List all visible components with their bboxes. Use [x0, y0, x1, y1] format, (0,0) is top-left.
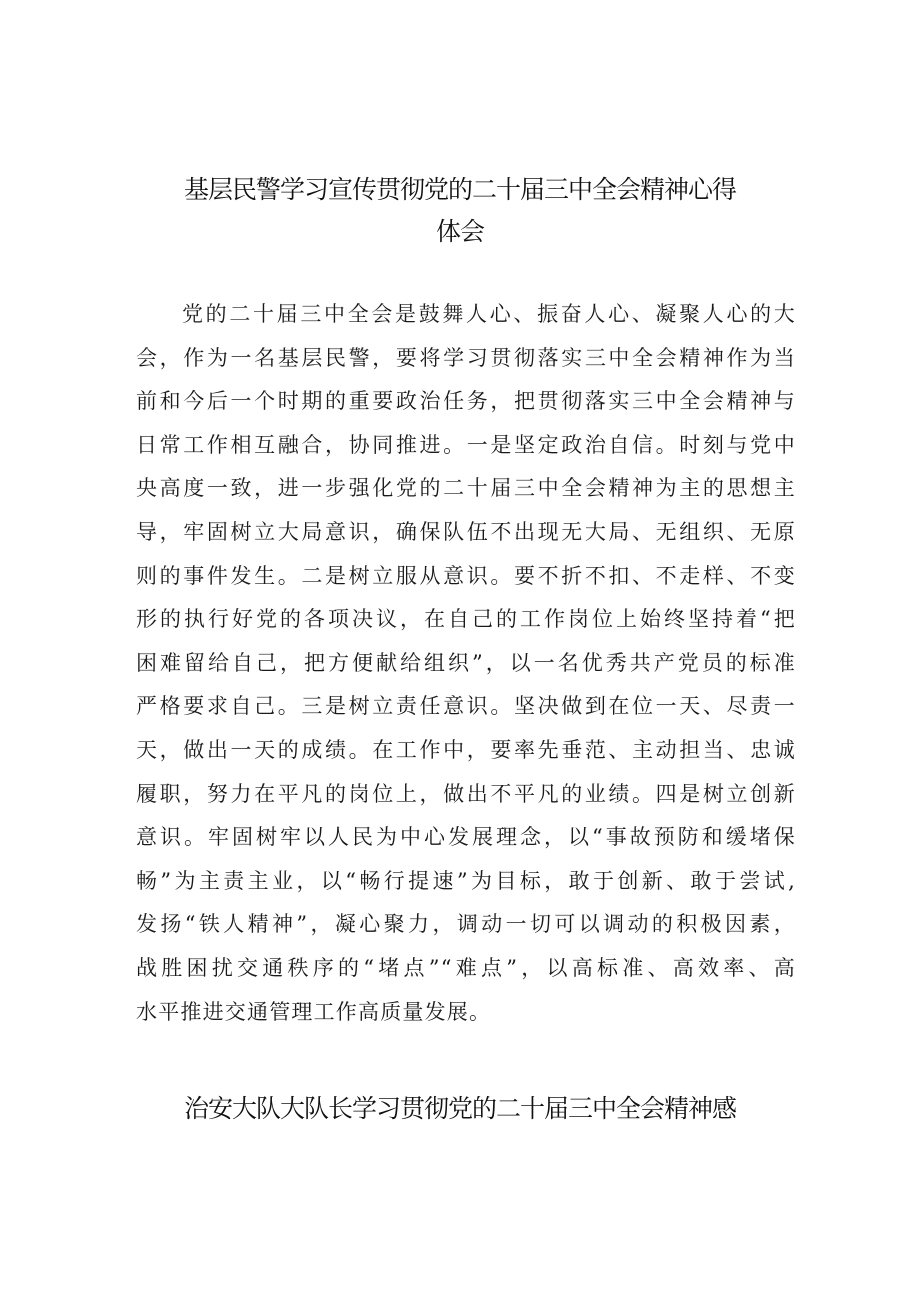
- body-line: 会，作为一名基层民警，要将学习贯彻落实三中全会精神作为当: [136, 345, 796, 370]
- article-title-line-2: 体会: [435, 217, 484, 246]
- body-line: 党的二十届三中全会是鼓舞人心、振奋人心、凝聚人心的大: [182, 302, 796, 326]
- body-line: 严格要求自己。三是树立责任意识。坚决做到在位一天、尽责一: [136, 694, 796, 719]
- body-line: 发扬“铁人精神”，凝心聚力，调动一切可以调动的积极因素，: [136, 912, 796, 937]
- body-line: 战胜困扰交通秩序的“堵点”“难点”，以高标准、高效率、高: [136, 955, 796, 980]
- body-line: 日常工作相互融合，协同推进。一是坚定政治自信。时刻与党中: [136, 432, 796, 457]
- body-line: 央高度一致，进一步强化党的二十届三中全会精神为主的思想主: [136, 476, 796, 501]
- body-line: 形的执行好党的各项决议，在自己的工作岗位上始终坚持着“把: [136, 607, 796, 632]
- body-line: 困难留给自己，把方便献给组织”，以一名优秀共产党员的标准: [136, 650, 796, 675]
- next-article-title: 治安大队大队长学习贯彻党的二十届三中全会精神感: [183, 1094, 736, 1123]
- body-line: 水平推进交通管理工作高质量发展。: [136, 999, 492, 1024]
- body-line: 前和今后一个时期的重要政治任务，把贯彻落实三中全会精神与: [136, 389, 796, 414]
- body-line: 意识。牢固树牢以人民为中心发展理念，以“事故预防和缓堵保: [136, 825, 796, 850]
- article-title-line-1: 基层民警学习宣传贯彻党的二十届三中全会精神心得: [183, 175, 736, 204]
- body-line: 畅”为主责主业，以“畅行提速”为目标，敢于创新、敢于尝试,: [136, 868, 796, 893]
- body-line: 导，牢固树立大局意识，确保队伍不出现无大局、无组织、无原: [136, 519, 796, 544]
- body-line: 天，做出一天的成绩。在工作中，要率先垂范、主动担当、忠诚: [136, 737, 796, 762]
- body-line: 履职，努力在平凡的岗位上，做出不平凡的业绩。四是树立创新: [136, 781, 796, 806]
- article-body: [136, 293, 796, 1034]
- body-line: 则的事件发生。二是树立服从意识。要不折不扣、不走样、不变: [136, 563, 796, 588]
